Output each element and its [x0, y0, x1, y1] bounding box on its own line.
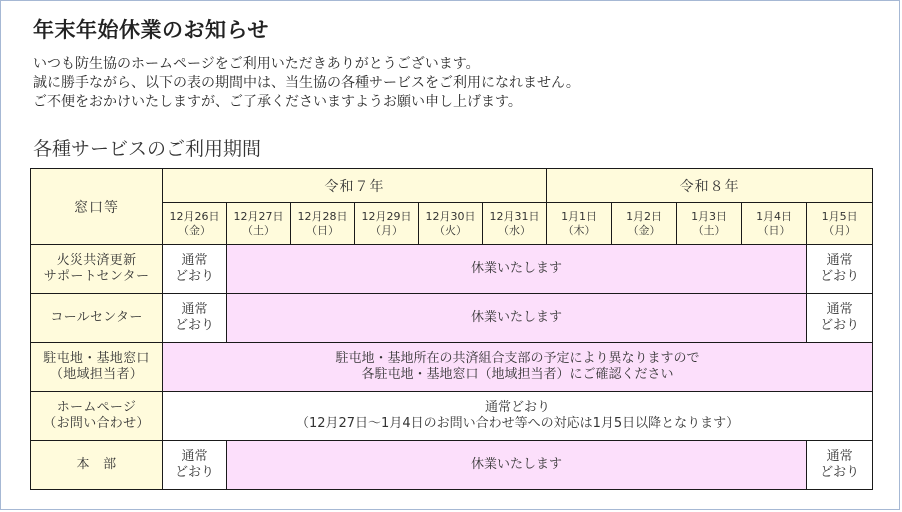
normal-service-line: どおり: [820, 318, 860, 333]
intro-line: 誠に勝手ながら、以下の表の期間中は、当生協の各種サービスをご利用になれません。: [33, 75, 580, 91]
closed-line: 休業いたします: [471, 457, 563, 472]
service-note-line: （12月27日～1月4日のお問い合わせ等への対応は1月5日以降となります）: [295, 416, 740, 431]
row-label: [31, 343, 163, 392]
date-header-cell: [547, 203, 612, 245]
weekday-label: （日）: [757, 223, 791, 237]
service-note-line: 駐屯地・基地所在の共済組合支部の予定により異なりますので: [335, 351, 700, 366]
date-label: 12月27日: [233, 209, 284, 223]
table-row: [31, 441, 873, 490]
date-header-cell: [677, 203, 742, 245]
normal-service-line: 通常: [181, 449, 208, 464]
service-note-cell: [163, 343, 873, 392]
closed-line: 休業いたします: [471, 310, 563, 325]
date-header-cell: [419, 203, 483, 245]
closed-cell: [227, 294, 807, 343]
intro-text: [33, 55, 580, 112]
date-header-cell: [291, 203, 355, 245]
table-row: [31, 343, 873, 392]
schedule-table: [30, 168, 873, 490]
table-row: [31, 294, 873, 343]
date-label: 1月2日: [626, 209, 663, 223]
normal-service-line: 通常: [181, 253, 208, 268]
weekday-label: （木）: [562, 223, 596, 237]
row-label-line: 駐屯地・基地窓口: [43, 351, 150, 366]
row-label: [31, 441, 163, 490]
corner-header: 窓口等: [31, 169, 163, 245]
date-label: 12月31日: [489, 209, 540, 223]
year-header-reiwa7: 令和７年: [163, 169, 547, 203]
normal-service-line: 通常: [826, 449, 853, 464]
normal-service-line: どおり: [174, 318, 214, 333]
normal-service-cell: [807, 245, 873, 294]
weekday-label: （水）: [498, 223, 532, 237]
date-label: 12月29日: [361, 209, 412, 223]
closed-line: 休業いたします: [471, 261, 563, 276]
intro-line: ご不便をおかけいたしますが、ご了承くださいますようお願い申し上げます。: [33, 94, 522, 110]
date-header-cell: [612, 203, 677, 245]
date-label: 12月26日: [169, 209, 220, 223]
date-header-cell: [807, 203, 873, 245]
schedule-body: [31, 245, 873, 490]
normal-service-line: どおり: [174, 465, 214, 480]
date-label: 12月28日: [297, 209, 348, 223]
date-label: 12月30日: [425, 209, 476, 223]
intro-line: いつも防生協のホームページをご利用いただきありがとうございます。: [33, 56, 480, 72]
page-title: 年末年始休業のお知らせ: [33, 18, 269, 42]
service-note-line: 通常どおり: [485, 400, 551, 415]
date-label: 1月4日: [756, 209, 793, 223]
weekday-label: （火）: [434, 223, 467, 237]
normal-service-cell: [807, 294, 873, 343]
weekday-label: （月）: [370, 223, 403, 237]
date-header-cell: [163, 203, 227, 245]
weekday-label: （金）: [178, 223, 211, 237]
normal-service-line: どおり: [820, 269, 860, 284]
table-row: [31, 392, 873, 441]
date-header-cell: [355, 203, 419, 245]
closed-cell: [227, 245, 807, 294]
weekday-label: （金）: [627, 223, 661, 237]
date-label: 1月3日: [691, 209, 728, 223]
normal-service-cell: [163, 441, 227, 490]
normal-service-cell: [163, 245, 227, 294]
normal-service-line: どおり: [820, 465, 860, 480]
date-header-cell: [483, 203, 547, 245]
date-label: 1月1日: [561, 209, 598, 223]
date-header-cell: [742, 203, 807, 245]
closed-cell: [227, 441, 807, 490]
normal-service-cell: [807, 441, 873, 490]
weekday-label: （土）: [692, 223, 726, 237]
row-label: [31, 294, 163, 343]
row-label: [31, 245, 163, 294]
row-label-line: （地域担当者）: [49, 367, 144, 382]
normal-service-line: どおり: [174, 269, 214, 284]
weekday-label: （土）: [242, 223, 275, 237]
row-label: [31, 392, 163, 441]
row-label-line: ホームページ: [56, 400, 137, 415]
weekday-label: （月）: [823, 223, 857, 237]
row-label-line: コールセンター: [50, 310, 143, 325]
service-note-cell: [163, 392, 873, 441]
service-note-line: 各駐屯地・基地窓口（地域担当者）にご確認ください: [361, 367, 674, 382]
row-label-line: サポートセンター: [43, 269, 150, 284]
row-label-line: 本 部: [76, 457, 117, 472]
normal-service-line: 通常: [826, 302, 853, 317]
weekday-label: （日）: [306, 223, 339, 237]
normal-service-line: 通常: [181, 302, 208, 317]
date-label: 1月5日: [821, 209, 858, 223]
row-label-line: 火災共済更新: [56, 253, 137, 268]
normal-service-line: 通常: [826, 253, 853, 268]
date-header-cell: [227, 203, 291, 245]
section-title: 各種サービスのご利用期間: [33, 138, 262, 160]
year-header-reiwa8: 令和８年: [547, 169, 873, 203]
row-label-line: （お問い合わせ）: [43, 416, 150, 431]
normal-service-cell: [163, 294, 227, 343]
table-row: [31, 245, 873, 294]
